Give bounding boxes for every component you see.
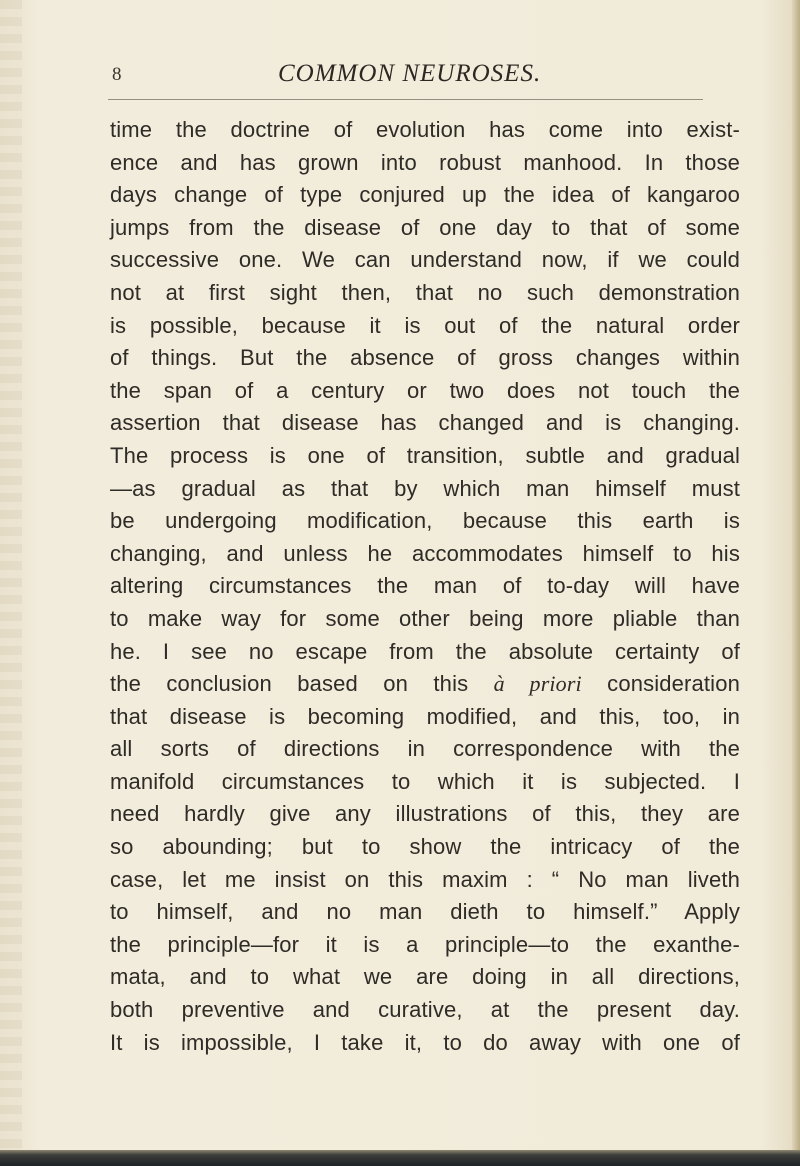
running-head: COMMON NEUROSES.: [278, 60, 542, 87]
text-line: not at first sight then, that no such demonstration: [110, 279, 740, 305]
text-line: The process is one of transition, subtle and gradual: [110, 442, 740, 468]
text-line: the span of a century or two does not touch the: [110, 377, 740, 403]
text-line: assertion that disease has changed and is changing.: [110, 410, 740, 436]
text-line: be undergoing modification, because this earth is: [110, 508, 740, 534]
text-line: that disease is becoming modified, and this, too, in: [110, 703, 740, 729]
text-line: case, let me insist on this maxim : “ No man liveth: [110, 866, 740, 892]
header-rule: [108, 99, 703, 100]
text-line: successive one. We can understand now, if we could: [110, 247, 740, 273]
text-line: mata, and to what we are doing in all directions,: [110, 964, 740, 990]
text-line: jumps from the disease of one day to that of some: [110, 214, 740, 240]
italic-phrase: à priori: [493, 671, 582, 697]
text-line: altering circumstances the man of to-day will have: [110, 573, 740, 599]
text-segment: consideration: [581, 671, 740, 697]
text-line: changing, and unless he accommodates himself to his: [110, 540, 740, 566]
page-number: 8: [112, 64, 122, 85]
body-paragraph: [110, 114, 740, 1059]
page-header: [108, 58, 738, 98]
text-line-with-italic: [110, 668, 740, 701]
scan-bottom-edge: [0, 1150, 800, 1166]
text-line: of things. But the absence of gross changes within: [110, 345, 740, 371]
page-gutter-shadow: [0, 0, 22, 1166]
text-line: to make way for some other being more pliable than: [110, 605, 740, 631]
text-segment: the conclusion based on this: [110, 671, 494, 697]
text-line: is possible, because it is out of the natural order: [110, 312, 740, 338]
text-line: the principle—for it is a principle—to the exanthe-: [110, 931, 740, 957]
text-line: manifold circumstances to which it is subjected. I: [110, 768, 740, 794]
text-line: all sorts of directions in correspondence with the: [110, 736, 740, 762]
text-line: It is impossible, I take it, to do away with one of: [110, 1029, 740, 1055]
text-line: ence and has grown into robust manhood. In those: [110, 149, 740, 175]
text-line: he. I see no escape from the absolute certainty of: [110, 638, 740, 664]
text-line: days change of type conjured up the idea of kangaroo: [110, 182, 740, 208]
text-line: time the doctrine of evolution has come into exist-: [110, 117, 740, 142]
text-line: need hardly give any illustrations of this, they are: [110, 801, 740, 827]
text-line: —as gradual as that by which man himself must: [110, 475, 740, 501]
text-line: to himself, and no man dieth to himself.” Apply: [110, 899, 740, 925]
text-line: both preventive and curative, at the present day.: [110, 997, 740, 1023]
page-edge-shadow: [792, 0, 800, 1166]
text-line: so abounding; but to show the intricacy of the: [110, 834, 740, 860]
